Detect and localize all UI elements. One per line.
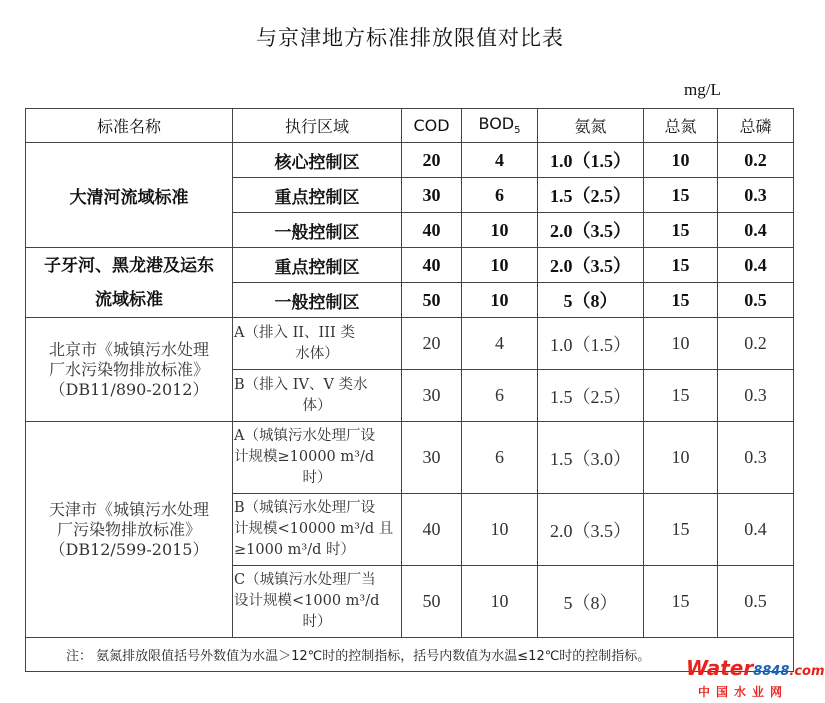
- table-row: [26, 422, 794, 494]
- tp-cell: 0.3: [718, 178, 794, 213]
- ammonia-cell: 5（8）: [538, 283, 644, 318]
- zone-cell: [233, 494, 402, 566]
- unit-label: mg/L: [684, 80, 721, 99]
- tn-cell: 15: [644, 283, 718, 318]
- tn-cell: 10: [644, 422, 718, 494]
- header-row: [26, 109, 794, 143]
- tp-cell: 0.3: [718, 370, 794, 422]
- watermark-suffix: .com: [789, 664, 825, 679]
- table-row: [26, 143, 794, 178]
- bod-cell: 10: [462, 494, 538, 566]
- name-line: （DB11/890-2012）: [49, 379, 209, 399]
- zone-line: 时）: [302, 614, 332, 630]
- header-total-nitrogen: 总氮: [644, 109, 718, 143]
- name-line: 北京市《城镇污水处理: [48, 339, 209, 359]
- watermark-number: 8848: [753, 664, 790, 679]
- tp-cell: 0.4: [718, 248, 794, 283]
- tn-cell: 15: [644, 248, 718, 283]
- zone-line: 水体）: [295, 345, 339, 362]
- tn-cell: 15: [644, 370, 718, 422]
- tn-cell: 15: [644, 494, 718, 566]
- cod-cell: 20: [402, 143, 462, 178]
- zone-cell: 重点控制区: [233, 248, 402, 283]
- zone-cell: [233, 422, 402, 494]
- bod-cell: 4: [462, 143, 538, 178]
- cod-cell: 40: [402, 213, 462, 248]
- zone-line: 计规模≥10000 m³/d: [234, 449, 375, 465]
- watermark-cn: 中国水业网: [698, 685, 789, 699]
- name-line: 流域标准: [95, 289, 163, 310]
- tn-cell: 15: [644, 566, 718, 638]
- ammonia-cell: 2.0（3.5）: [538, 494, 644, 566]
- table-row: [26, 318, 794, 370]
- zone-line: 设计规模<1000 m³/d: [234, 593, 380, 609]
- name-line: （DB12/599-2015）: [49, 539, 209, 559]
- tp-cell: 0.2: [718, 318, 794, 370]
- name-line: 天津市《城镇污水处理: [48, 499, 209, 519]
- bod-cell: 10: [462, 283, 538, 318]
- comparison-table: [25, 108, 794, 672]
- cod-cell: 30: [402, 422, 462, 494]
- zone-line: ≥1000 m³/d 时）: [234, 542, 355, 558]
- ammonia-cell: 5（8）: [538, 566, 644, 638]
- header-bod: [462, 109, 538, 143]
- cod-cell: 40: [402, 494, 462, 566]
- cod-cell: 20: [402, 318, 462, 370]
- bod-cell: 4: [462, 318, 538, 370]
- tp-cell: 0.4: [718, 494, 794, 566]
- cod-cell: 30: [402, 178, 462, 213]
- zone-cell: [233, 566, 402, 638]
- watermark-logo: [686, 656, 825, 703]
- ammonia-cell: 1.0（1.5）: [538, 143, 644, 178]
- header-ammonia: 氨氮: [538, 109, 644, 143]
- zone-line: 时）: [302, 470, 332, 486]
- zone-line: C（城镇污水处理厂当: [234, 572, 376, 588]
- standard-name-tianjin: [26, 422, 233, 638]
- zone-line: A（城镇污水处理厂设: [234, 428, 375, 444]
- ammonia-cell: 1.5（2.5）: [538, 178, 644, 213]
- bod-text: BOD: [478, 114, 515, 134]
- bod-cell: 6: [462, 370, 538, 422]
- zone-cell: 一般控制区: [233, 283, 402, 318]
- zone-cell: [233, 370, 402, 422]
- cod-cell: 30: [402, 370, 462, 422]
- cod-cell: 40: [402, 248, 462, 283]
- cod-cell: 50: [402, 566, 462, 638]
- header-standard-name: 标准名称: [26, 109, 233, 143]
- bod-cell: 10: [462, 213, 538, 248]
- note-row: [26, 638, 794, 672]
- zone-line: A（排入 II、III 类: [234, 324, 355, 341]
- bod-cell: 10: [462, 566, 538, 638]
- zone-line: 计规模<10000 m³/d 且: [234, 521, 394, 537]
- zone-cell: 核心控制区: [233, 143, 402, 178]
- standard-name-beijing: [26, 318, 233, 422]
- header-total-phosphorus: 总磷: [718, 109, 794, 143]
- zone-line: 体）: [302, 397, 332, 414]
- tp-cell: 0.4: [718, 213, 794, 248]
- tp-cell: 0.5: [718, 566, 794, 638]
- tn-cell: 15: [644, 178, 718, 213]
- name-line: 厂污染物排放标准》: [56, 519, 201, 539]
- watermark-brand: [686, 656, 825, 680]
- zone-line: B（排入 IV、V 类水: [234, 376, 368, 393]
- tp-cell: 0.3: [718, 422, 794, 494]
- ammonia-cell: 1.0（1.5）: [538, 318, 644, 370]
- tn-cell: 10: [644, 318, 718, 370]
- ammonia-cell: 2.0（3.5）: [538, 213, 644, 248]
- zone-line: B（城镇污水处理厂设: [234, 500, 376, 516]
- bod-cell: 10: [462, 248, 538, 283]
- bod-cell: 6: [462, 422, 538, 494]
- tp-cell: 0.5: [718, 283, 794, 318]
- page-title: 与京津地方标准排放限值对比表: [256, 26, 564, 50]
- bod-cell: 6: [462, 178, 538, 213]
- table-row: [26, 248, 794, 283]
- name-line: 子牙河、黑龙港及运东: [44, 255, 214, 276]
- ammonia-cell: 1.5（2.5）: [538, 370, 644, 422]
- ammonia-cell: 2.0（3.5）: [538, 248, 644, 283]
- ammonia-cell: 1.5（3.0）: [538, 422, 644, 494]
- footnote: 注： 氨氮排放限值括号外数值为水温＞12℃时的控制指标，括号内数值为水温≤12℃时的控制指标。: [26, 638, 794, 672]
- standard-name-daqinghe: 大清河流域标准: [26, 143, 233, 248]
- header-cod: COD: [402, 109, 462, 143]
- tn-cell: 10: [644, 143, 718, 178]
- zone-cell: 重点控制区: [233, 178, 402, 213]
- tp-cell: 0.2: [718, 143, 794, 178]
- tn-cell: 15: [644, 213, 718, 248]
- zone-cell: [233, 318, 402, 370]
- name-line: 厂水污染物排放标准》: [48, 359, 209, 379]
- bod-subscript: 5: [514, 125, 521, 137]
- cod-cell: 50: [402, 283, 462, 318]
- watermark-brand-text: Water: [686, 656, 754, 680]
- standard-name-ziyahe: [26, 248, 233, 318]
- header-zone: 执行区域: [233, 109, 402, 143]
- zone-cell: 一般控制区: [233, 213, 402, 248]
